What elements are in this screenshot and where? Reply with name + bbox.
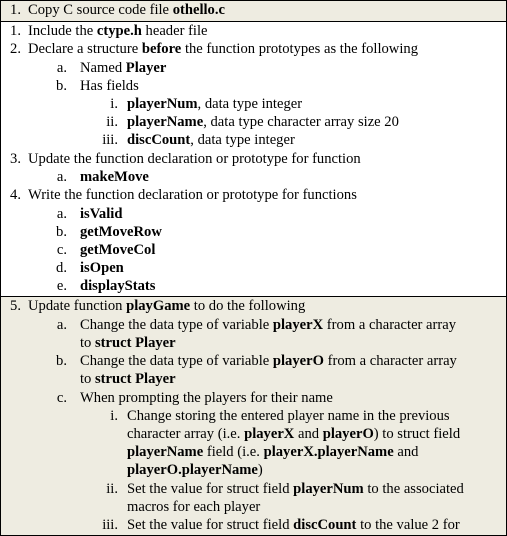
item2a-text: Named Player [80, 60, 167, 76]
item3a-text: makeMove [80, 169, 149, 185]
item2-text: Declare a structure before the function prototypes as the following [28, 41, 418, 57]
item2b-text: Has fields [80, 78, 139, 94]
item5-text: Update function playGame to do the following [28, 298, 306, 314]
item4a-text: isValid [80, 206, 123, 222]
item5cii-number: ii. [106, 481, 118, 497]
item3-text: Update the function declaration or prototype for function [28, 151, 361, 167]
item1-number: 1. [10, 23, 21, 39]
item5a-line2: to struct Player [80, 335, 176, 351]
item2b-number: b. [56, 78, 67, 94]
item4b-text: getMoveRow [80, 224, 162, 240]
step1-number: 1. [10, 2, 21, 18]
item5ci-line3: playerName field (i.e. playerX.playerName and [127, 444, 419, 460]
field2-number: ii. [106, 114, 118, 130]
item5ci-line2: character array (i.e. playerX and playerO) to struct field [127, 426, 461, 442]
item4d-number: d. [56, 260, 67, 276]
item5ciii-number: iii. [102, 517, 118, 533]
item5a-number: a. [56, 317, 67, 333]
item4d-text: isOpen [80, 260, 124, 276]
item3-number: 3. [10, 151, 21, 167]
item4e-number: e. [56, 278, 67, 294]
field3-number: iii. [102, 132, 118, 148]
item5cii-line1: Set the value for struct field playerNum to the associated [127, 481, 464, 497]
item4a-number: a. [56, 206, 67, 222]
item4b-number: b. [56, 224, 67, 240]
field2-text: playerName, data type character array size 20 [127, 114, 399, 130]
file-name: othello.c [172, 2, 225, 18]
item4c-text: getMoveCol [80, 242, 156, 258]
item4-number: 4. [10, 187, 21, 203]
item5c-text: When prompting the players for their name [80, 390, 333, 406]
item2a-number: a. [56, 60, 67, 76]
item5c-number: c. [56, 390, 67, 406]
section1-row [1, 22, 506, 296]
item1-text: Include the ctype.h header file [28, 23, 208, 39]
item4e-text: displayStats [80, 278, 156, 294]
item5ci-line1: Change storing the entered player name in the previous [127, 408, 450, 424]
item5b-number: b. [56, 353, 67, 369]
step1-text: Copy C source code file othello.c [28, 2, 225, 18]
field3-text: discCount, data type integer [127, 132, 295, 148]
item5-number: 5. [10, 298, 21, 314]
item4c-number: c. [56, 242, 67, 258]
item5ci-number: i. [110, 408, 118, 424]
item4-text: Write the function declaration or prototype for functions [28, 187, 357, 203]
item5a-line1: Change the data type of variable playerX from a character array [80, 317, 457, 333]
section2-row [1, 297, 506, 535]
item2-number: 2. [10, 41, 21, 57]
item5b-line2: to struct Player [80, 371, 176, 387]
field1-text: playerNum, data type integer [127, 96, 303, 112]
step1-row [1, 1, 506, 21]
item5ci-line4: playerO.playerName) [127, 462, 263, 478]
item5b-line1: Change the data type of variable playerO from a character array [80, 353, 457, 369]
item5ciii-line1: Set the value for struct field discCount to the value 2 for [127, 517, 460, 533]
item5cii-line2: macros for each player [127, 499, 261, 515]
item3a-number: a. [56, 169, 67, 185]
field1-number: i. [110, 96, 118, 112]
